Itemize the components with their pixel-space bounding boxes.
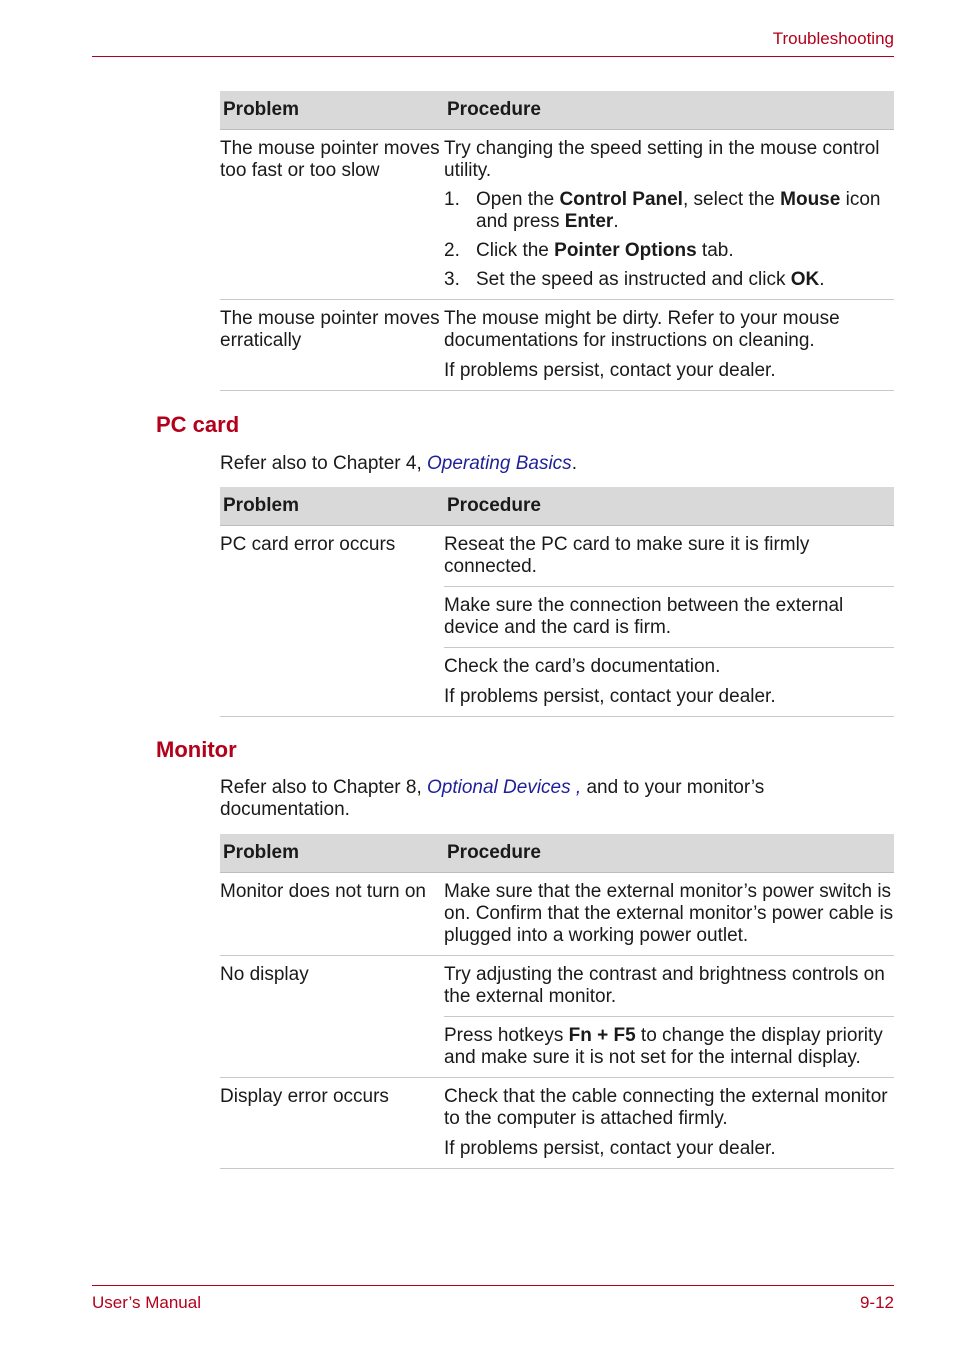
pc-card-problem-table	[220, 487, 894, 717]
procedure-cell	[444, 1078, 894, 1169]
monitor-problem-table	[220, 834, 894, 1169]
intro-text: Refer also to Chapter 4,	[220, 453, 427, 474]
procedure-text: Check that the cable connecting the external monitor to the computer is attached firmly.	[444, 1086, 888, 1129]
step-text: Open the	[476, 189, 560, 210]
table-row	[220, 1078, 894, 1169]
column-header-problem: Problem	[220, 487, 444, 526]
step-bold-text: Control Panel	[559, 189, 683, 210]
step-item	[444, 189, 894, 233]
step-text: Click the	[476, 240, 555, 261]
step-text: , select the	[682, 189, 781, 210]
procedure-cell	[444, 300, 894, 391]
step-item	[444, 240, 894, 262]
procedure-cell: Make sure that the external monitor’s power switch is on. Confirm that the external monitor’s power cable is plugged into a working power outlet.	[444, 873, 894, 956]
intro-text: and to your monitor’s documentation.	[220, 777, 765, 820]
section-heading-monitor: Monitor	[156, 737, 237, 762]
procedure-text: Check the card’s documentation.	[444, 656, 721, 677]
problem-cell: The mouse pointer moves erratically	[220, 300, 444, 391]
procedure-cell	[444, 1017, 894, 1078]
column-header-problem: Problem	[220, 91, 444, 130]
step-item	[444, 269, 894, 291]
running-header: Troubleshooting	[772, 29, 894, 48]
problem-cell: Display error occurs	[220, 1078, 444, 1169]
column-header-procedure: Procedure	[444, 834, 894, 873]
pc-card-intro	[220, 453, 880, 475]
chapter-link-optional-devices[interactable]: Optional Devices ,	[427, 777, 582, 798]
pc-card-table-block	[220, 487, 894, 717]
step-text: Set the speed as instructed and click	[476, 269, 791, 290]
procedure-cell: Reseat the PC card to make sure it is firmly connected.	[444, 526, 894, 587]
table-row	[220, 873, 894, 956]
monitor-table-block	[220, 834, 894, 1169]
procedure-text: Try changing the speed setting in the mouse control utility.	[444, 138, 880, 181]
step-text: .	[819, 269, 825, 290]
problem-cell: PC card error occurs	[220, 526, 444, 717]
procedure-text: If problems persist, contact your dealer.	[444, 686, 776, 707]
footer-manual-title: User’s Manual	[92, 1293, 201, 1312]
procedure-text: Press hotkeys	[444, 1025, 569, 1046]
footer-rule	[92, 1285, 894, 1286]
procedure-cell	[444, 648, 894, 717]
problem-cell: No display	[220, 956, 444, 1078]
step-text: icon and press	[476, 189, 881, 232]
table-row	[220, 956, 894, 1017]
column-header-procedure: Procedure	[444, 487, 894, 526]
procedure-steps	[444, 189, 894, 291]
monitor-intro	[220, 777, 820, 821]
step-number: 2.	[444, 240, 460, 261]
procedure-text: If problems persist, contact your dealer.	[444, 1138, 776, 1159]
procedure-cell: Make sure the connection between the external device and the card is firm.	[444, 587, 894, 648]
step-number: 1.	[444, 189, 460, 210]
procedure-cell	[444, 130, 894, 300]
hotkey-text: Fn + F5	[568, 1025, 636, 1046]
procedure-text: to change the display priority and make sure it is not set for the internal display.	[444, 1025, 883, 1068]
mouse-table-block	[220, 91, 894, 391]
problem-cell: The mouse pointer moves too fast or too slow	[220, 130, 444, 300]
column-header-problem: Problem	[220, 834, 444, 873]
step-text: .	[613, 211, 619, 232]
chapter-link-operating-basics[interactable]: Operating Basics	[427, 453, 572, 474]
header-rule	[92, 56, 894, 57]
procedure-text: If problems persist, contact your dealer.	[444, 360, 776, 381]
intro-text: .	[571, 453, 577, 474]
step-bold-text: Enter	[564, 211, 614, 232]
intro-text: Refer also to Chapter 8,	[220, 777, 427, 798]
table-row	[220, 130, 894, 300]
problem-cell: Monitor does not turn on	[220, 873, 444, 956]
footer-page-number: 9-12	[859, 1293, 894, 1312]
procedure-cell: Try adjusting the contrast and brightness controls on the external monitor.	[444, 956, 894, 1017]
table-row	[220, 300, 894, 391]
section-heading-pc-card: PC card	[156, 412, 240, 437]
step-bold-text: Pointer Options	[554, 240, 697, 261]
step-text: tab.	[696, 240, 734, 261]
procedure-text: The mouse might be dirty. Refer to your mouse documentations for instructions on cleaning.	[444, 308, 840, 351]
mouse-problem-table	[220, 91, 894, 391]
step-number: 3.	[444, 269, 460, 290]
step-bold-text: Mouse	[780, 189, 841, 210]
step-bold-text: OK	[790, 269, 820, 290]
column-header-procedure: Procedure	[444, 91, 894, 130]
table-row	[220, 526, 894, 587]
